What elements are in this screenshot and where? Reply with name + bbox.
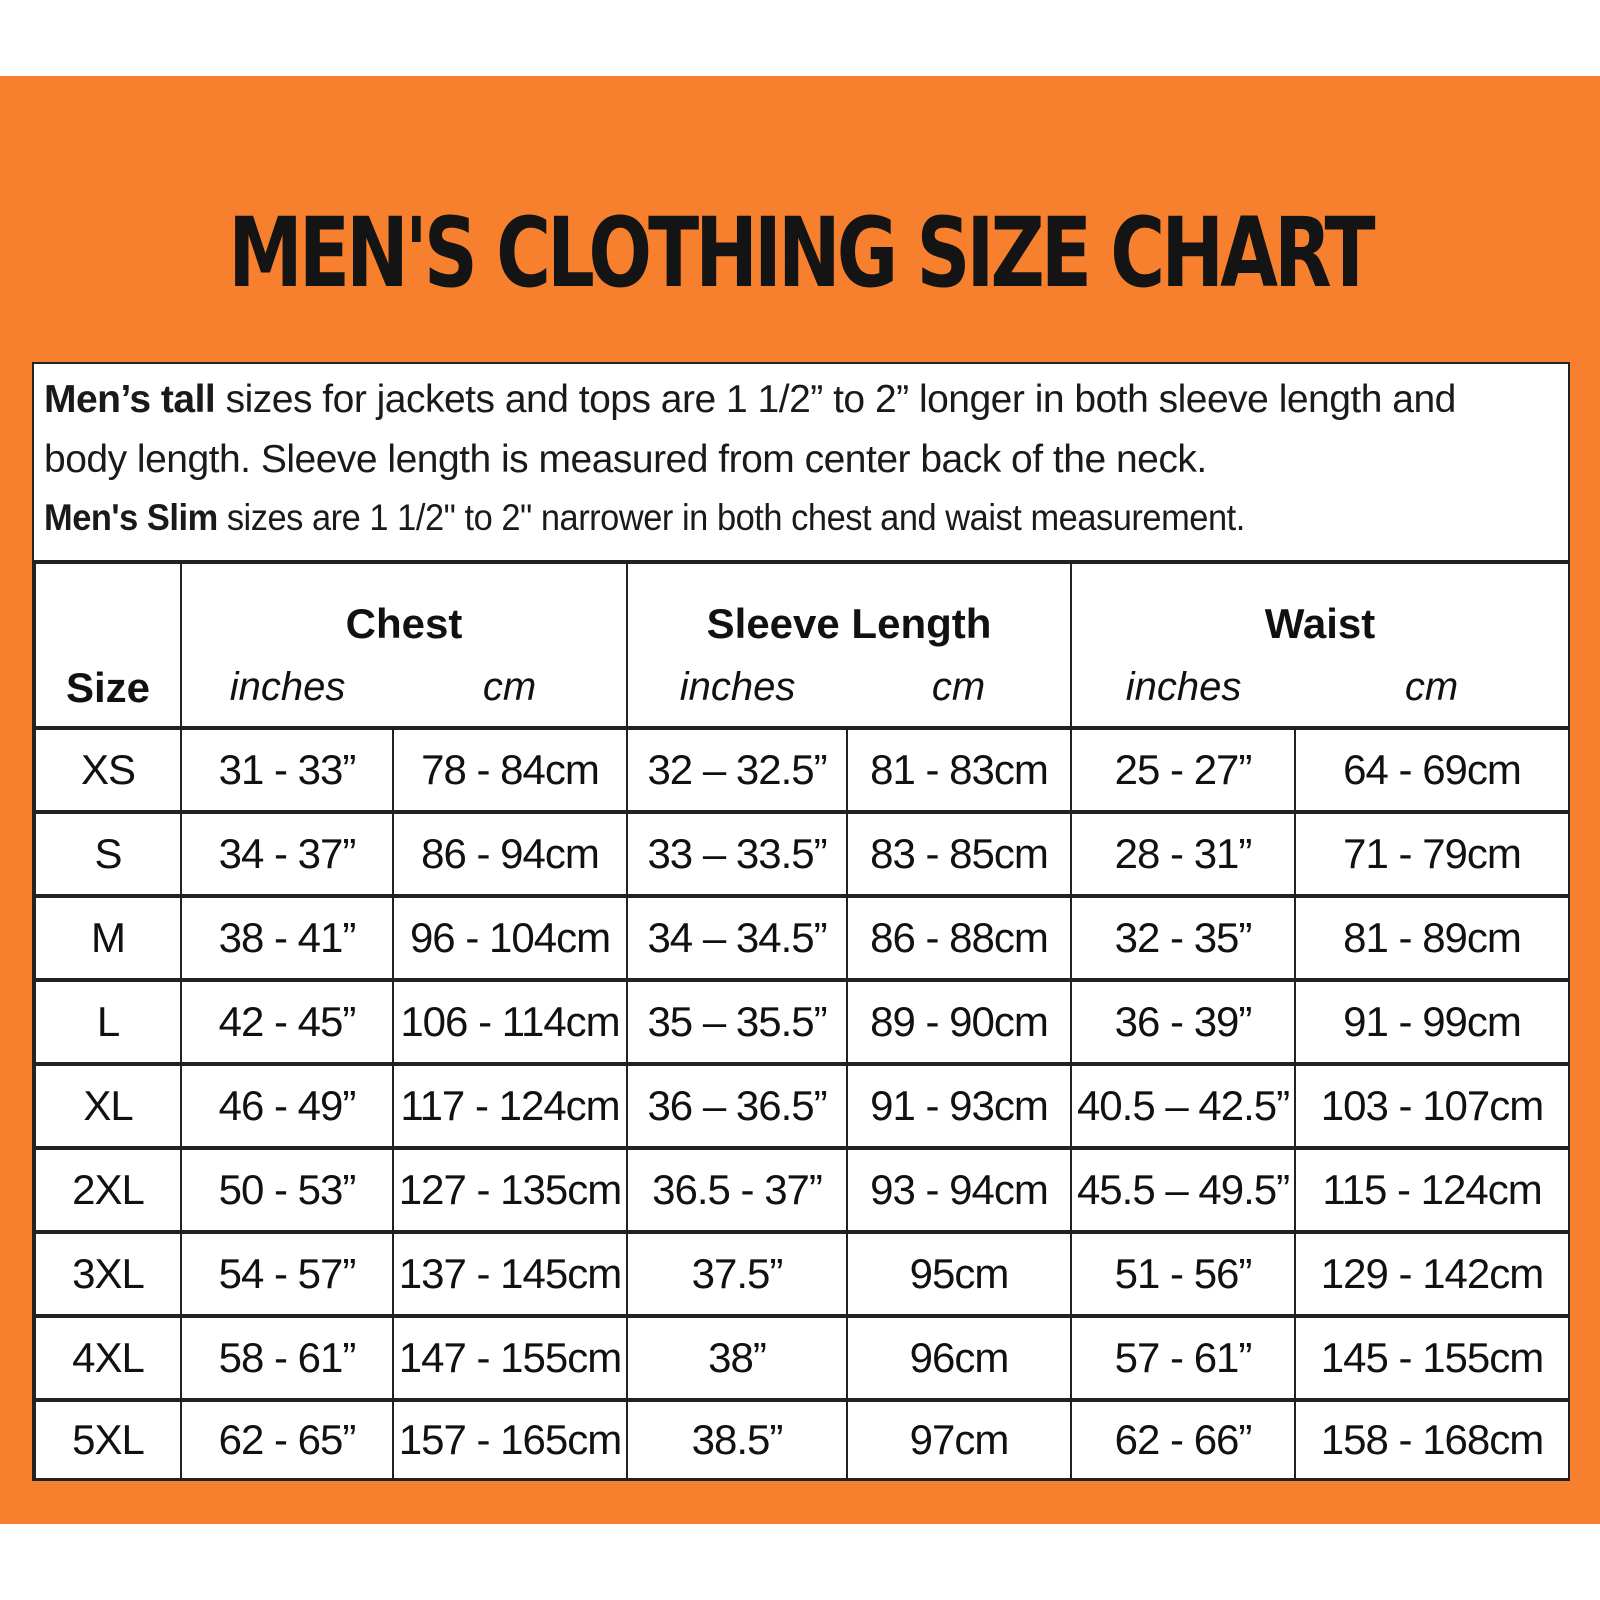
waist-inches-cell: 36 - 39” bbox=[1071, 980, 1295, 1064]
chest-cm-cell: 78 - 84cm bbox=[393, 728, 627, 812]
waist-inches-cell: 32 - 35” bbox=[1071, 896, 1295, 980]
table-row bbox=[35, 1400, 1569, 1479]
waist-inches-cell: 28 - 31” bbox=[1071, 812, 1295, 896]
chest-inches-cell: 38 - 41” bbox=[181, 896, 393, 980]
chest-inches-cell: 50 - 53” bbox=[181, 1148, 393, 1232]
waist-cm-header: cm bbox=[1295, 648, 1569, 728]
size-table bbox=[34, 562, 1570, 1480]
tall-note-bold: Men’s tall bbox=[44, 378, 216, 421]
chest-inches-cell: 62 - 65” bbox=[181, 1400, 393, 1479]
waist-cm-cell: 115 - 124cm bbox=[1295, 1148, 1569, 1232]
sleeve-cm-cell: 86 - 88cm bbox=[847, 896, 1071, 980]
sleeve-length-header: Sleeve Length bbox=[627, 563, 1071, 648]
sleeve-inches-cell: 38” bbox=[627, 1316, 847, 1400]
waist-cm-cell: 103 - 107cm bbox=[1295, 1064, 1569, 1148]
waist-cm-cell: 129 - 142cm bbox=[1295, 1232, 1569, 1316]
size-column-header: Size bbox=[35, 563, 181, 728]
waist-inches-cell: 40.5 – 42.5” bbox=[1071, 1064, 1295, 1148]
table-row bbox=[35, 1232, 1569, 1316]
table-header-units bbox=[35, 648, 1569, 728]
sleeve-cm-cell: 96cm bbox=[847, 1316, 1071, 1400]
sleeve-cm-cell: 93 - 94cm bbox=[847, 1148, 1071, 1232]
waist-inches-cell: 57 - 61” bbox=[1071, 1316, 1295, 1400]
chest-inches-cell: 42 - 45” bbox=[181, 980, 393, 1064]
size-cell: L bbox=[35, 980, 181, 1064]
sleeve-cm-cell: 89 - 90cm bbox=[847, 980, 1071, 1064]
table-header-groups bbox=[35, 563, 1569, 648]
tall-note-line-1 bbox=[44, 370, 1558, 430]
chest-cm-cell: 96 - 104cm bbox=[393, 896, 627, 980]
slim-note bbox=[44, 490, 1452, 546]
size-cell: S bbox=[35, 812, 181, 896]
size-cell: 2XL bbox=[35, 1148, 181, 1232]
waist-inches-cell: 25 - 27” bbox=[1071, 728, 1295, 812]
size-cell: XS bbox=[35, 728, 181, 812]
chest-cm-cell: 157 - 165cm bbox=[393, 1400, 627, 1479]
size-cell: 5XL bbox=[35, 1400, 181, 1479]
sleeve-cm-cell: 91 - 93cm bbox=[847, 1064, 1071, 1148]
chest-inches-cell: 54 - 57” bbox=[181, 1232, 393, 1316]
chest-cm-cell: 127 - 135cm bbox=[393, 1148, 627, 1232]
waist-cm-cell: 81 - 89cm bbox=[1295, 896, 1569, 980]
chest-cm-cell: 86 - 94cm bbox=[393, 812, 627, 896]
waist-cm-cell: 71 - 79cm bbox=[1295, 812, 1569, 896]
size-cell: 3XL bbox=[35, 1232, 181, 1316]
waist-cm-cell: 91 - 99cm bbox=[1295, 980, 1569, 1064]
sleeve-inches-cell: 36 – 36.5” bbox=[627, 1064, 847, 1148]
table-row bbox=[35, 728, 1569, 812]
table-row bbox=[35, 896, 1569, 980]
table-row bbox=[35, 980, 1569, 1064]
waist-inches-cell: 62 - 66” bbox=[1071, 1400, 1295, 1479]
chest-inches-cell: 58 - 61” bbox=[181, 1316, 393, 1400]
table-row bbox=[35, 1064, 1569, 1148]
table-row bbox=[35, 1148, 1569, 1232]
waist-header: Waist bbox=[1071, 563, 1569, 648]
chest-inches-cell: 31 - 33” bbox=[181, 728, 393, 812]
sleeve-inches-cell: 38.5” bbox=[627, 1400, 847, 1479]
tall-note-text: sizes for jackets and tops are 1 1/2” to 2” longer in both sleeve length and bbox=[215, 378, 1456, 421]
waist-inches-cell: 45.5 – 49.5” bbox=[1071, 1148, 1295, 1232]
sleeve-inches-cell: 35 – 35.5” bbox=[627, 980, 847, 1064]
sleeve-inches-cell: 33 – 33.5” bbox=[627, 812, 847, 896]
chest-cm-cell: 117 - 124cm bbox=[393, 1064, 627, 1148]
chest-inches-cell: 34 - 37” bbox=[181, 812, 393, 896]
sleeve-inches-cell: 32 – 32.5” bbox=[627, 728, 847, 812]
size-table-body bbox=[35, 728, 1569, 1479]
chest-inches-cell: 46 - 49” bbox=[181, 1064, 393, 1148]
sleeve-inches-cell: 37.5” bbox=[627, 1232, 847, 1316]
chest-header: Chest bbox=[181, 563, 627, 648]
sleeve-cm-cell: 95cm bbox=[847, 1232, 1071, 1316]
table-row bbox=[35, 812, 1569, 896]
waist-cm-cell: 158 - 168cm bbox=[1295, 1400, 1569, 1479]
sleeve-inches-header: inches bbox=[627, 648, 847, 728]
waist-inches-header: inches bbox=[1071, 648, 1295, 728]
waist-cm-cell: 64 - 69cm bbox=[1295, 728, 1569, 812]
sleeve-inches-cell: 36.5 - 37” bbox=[627, 1148, 847, 1232]
size-cell: M bbox=[35, 896, 181, 980]
chest-cm-header: cm bbox=[393, 648, 627, 728]
chest-cm-cell: 106 - 114cm bbox=[393, 980, 627, 1064]
chest-inches-header: inches bbox=[181, 648, 393, 728]
sleeve-inches-cell: 34 – 34.5” bbox=[627, 896, 847, 980]
fit-notes bbox=[34, 364, 1568, 562]
size-cell: 4XL bbox=[35, 1316, 181, 1400]
size-chart-panel bbox=[32, 362, 1570, 1481]
sleeve-cm-cell: 81 - 83cm bbox=[847, 728, 1071, 812]
chest-cm-cell: 137 - 145cm bbox=[393, 1232, 627, 1316]
size-cell: XL bbox=[35, 1064, 181, 1148]
sleeve-cm-header: cm bbox=[847, 648, 1071, 728]
slim-note-bold: Men's Slim bbox=[44, 497, 218, 538]
sleeve-cm-cell: 97cm bbox=[847, 1400, 1071, 1479]
waist-cm-cell: 145 - 155cm bbox=[1295, 1316, 1569, 1400]
slim-note-text: sizes are 1 1/2" to 2" narrower in both chest and waist measurement. bbox=[217, 497, 1245, 538]
tall-note-line-2: body length. Sleeve length is measured from center back of the neck. bbox=[44, 438, 1207, 481]
waist-inches-cell: 51 - 56” bbox=[1071, 1232, 1295, 1316]
page-title: MEN'S CLOTHING SIZE CHART bbox=[228, 197, 1372, 309]
chest-cm-cell: 147 - 155cm bbox=[393, 1316, 627, 1400]
sleeve-cm-cell: 83 - 85cm bbox=[847, 812, 1071, 896]
table-row bbox=[35, 1316, 1569, 1400]
